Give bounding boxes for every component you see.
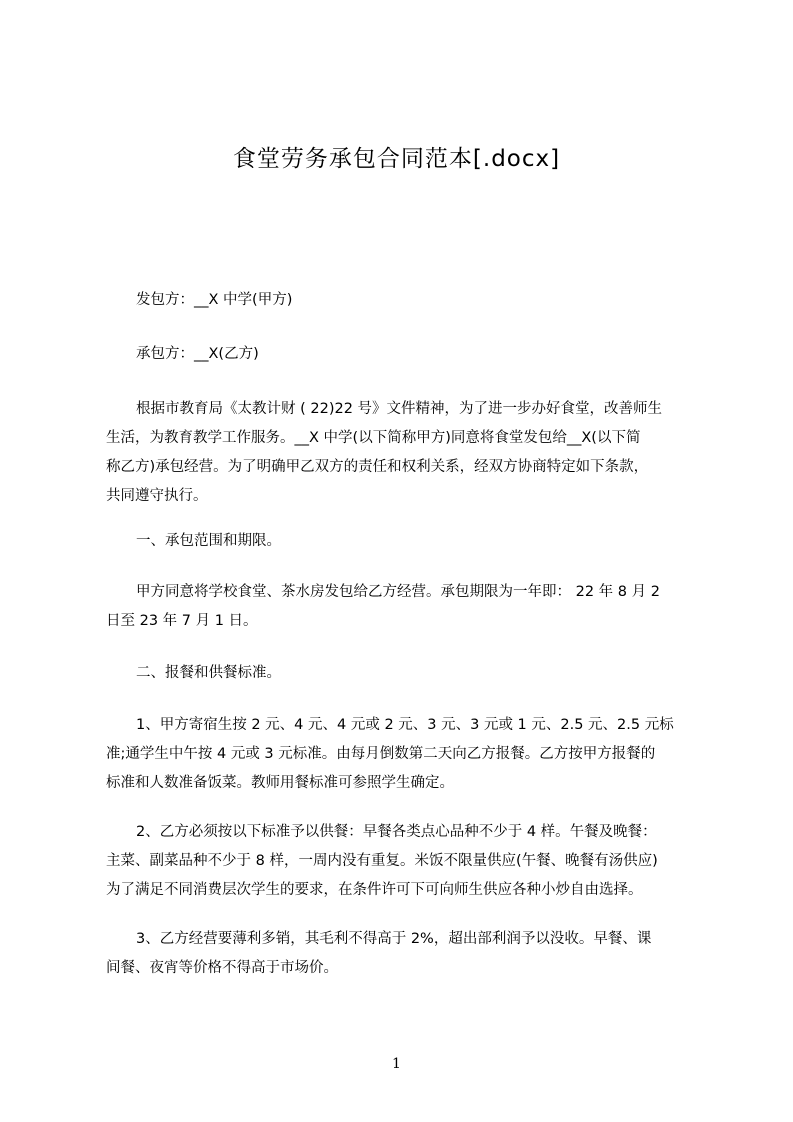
text-line: 称乙方)承包经营。为了明确甲乙双方的责任和权利关系，经双方协商特定如下条款， — [106, 459, 649, 475]
paragraph-party-b — [106, 340, 698, 369]
text-line: 共同遵守执行。 — [106, 488, 208, 504]
section-heading-standards — [106, 659, 698, 688]
paragraph-party-a — [106, 286, 698, 315]
text-line: 甲方同意将学校食堂、茶水房发包给乙方经营。承包期限为一年即： 22 年 8 月 2 — [136, 584, 660, 600]
text-line: 主菜、副菜品种不少于 8 样，一周内没有重复。米饭不限量供应(午餐、晚餐有汤供应) — [106, 853, 658, 869]
text-line: 准;通学生中午按 4 元或 3 元标准。由每月倒数第二天向乙方报餐。乙方按甲方报餐的 — [106, 746, 656, 762]
text-line: 为了满足不同消费层次学生的要求，在条件许可下可向师生供应各种小炒自由选择。 — [106, 882, 643, 898]
paragraph-item-2 — [106, 818, 698, 905]
text-line: 1、甲方寄宿生按 2 元、4 元、4 元或 2 元、3 元、3 元或 1 元、2.5 元、2.5 元标 — [136, 717, 674, 733]
text-line: 日至 23 年 7 月 1 日。 — [106, 613, 258, 629]
text-line: 2、乙方必须按以下标准予以供餐：早餐各类点心品种不少于 4 样。午餐及晚餐： — [136, 824, 657, 840]
text-line: 间餐、夜宵等价格不得高于市场价。 — [106, 960, 338, 976]
text-line: 发包方：__X 中学(甲方) — [136, 292, 293, 308]
text-line: 承包方：__X(乙方) — [136, 346, 259, 362]
paragraph-preamble — [106, 395, 698, 511]
text-line: 3、乙方经营要薄利多销，其毛利不得高于 2%，超出部利润予以没收。早餐、课 — [136, 931, 652, 947]
section-heading-scope — [106, 527, 698, 556]
text-line: 二、报餐和供餐标准。 — [136, 665, 281, 681]
text-line: 标准和人数准备饭菜。教师用餐标准可参照学生确定。 — [106, 775, 454, 791]
paragraph-item-1 — [106, 711, 698, 798]
page-number: 1 — [392, 1056, 401, 1072]
text-line: 生活，为教育教学工作服务。__X 中学(以下简称甲方)同意将食堂发包给__X(以下简 — [106, 430, 641, 446]
text-line: 一、承包范围和期限。 — [136, 533, 281, 549]
paragraph-term — [106, 578, 698, 636]
text-line: 根据市教育局《太教计财 ( 22)22 号》文件精神，为了进一步办好食堂，改善师生 — [136, 401, 663, 417]
paragraph-item-3 — [106, 925, 698, 983]
document-title: 食堂劳务承包合同范本[.docx] — [232, 146, 561, 172]
